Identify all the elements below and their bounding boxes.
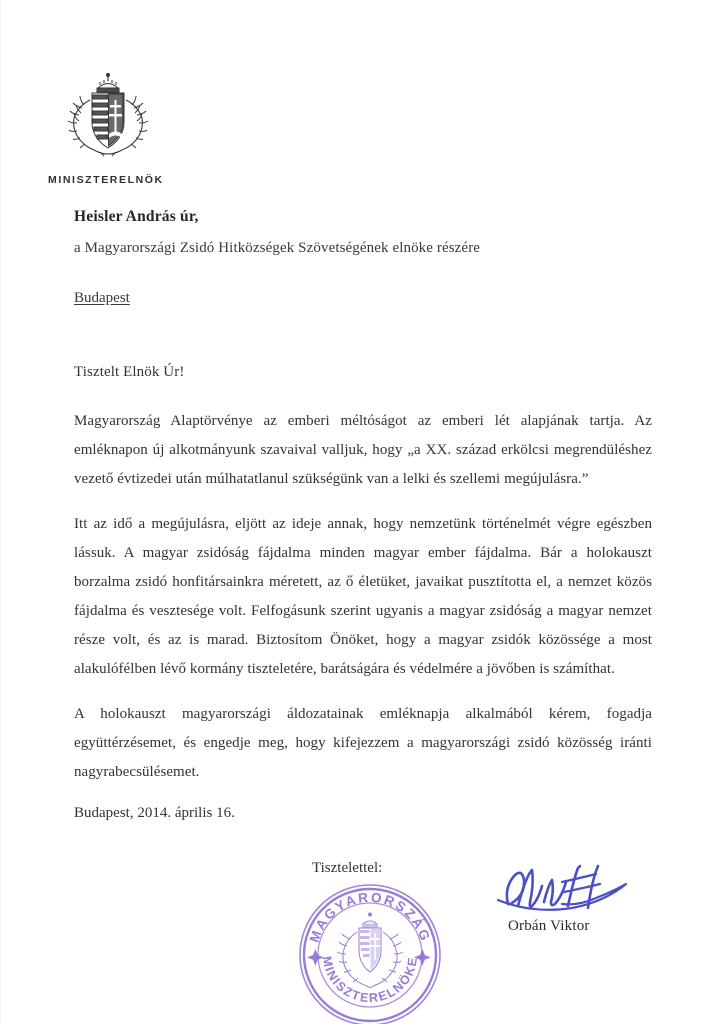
closing-salutation: Tisztelettel: — [312, 860, 383, 876]
body-paragraph: Itt az idő a megújulásra, eljött az ideje annak, hogy nemzetünk történelmét végre egészben lássuk. A magyar zsidóság fájdalma minden magyar ember fájdalma. Bár a holokauszt borzalma zsidó honfitársainkra méretett, az ő életüket, javaikat pusztította el, a nemzet közös fájdalma és vesztesége volt. Felfogásunk szerint ugyanis a magyar zsidóság a magyar nemzet része volt, és az is marad. Biztosítom Önöket, hogy a magyar zsidók közössége a most alakulófélben lévő kormány tiszteletére, barátságára és védelmére a jövőben is számíthat. — [74, 516, 652, 677]
letterhead — [48, 72, 278, 186]
addressee-block — [74, 208, 654, 257]
signer-name: Orbán Viktor — [508, 918, 590, 934]
handwritten-signature-icon — [492, 862, 642, 922]
body-paragraph: Magyarország Alaptörvénye az emberi méltóságot az emberi lét alapjának tartja. Az emléknapon új alkotmányunk szavaival valljuk, hogy „a XX. század erkölcsi megrendüléshez vezető évtizedei után múlhatatlanul szükségünk van a lelki és szellemi megújulásra.” — [74, 413, 652, 487]
body-paragraph: A holokauszt magyarországi áldozatainak emléknapja alkalmából kérem, fogadja együttérzésemet, és engedje meg, hogy kifejezzem a magyarországi zsidó közösség iránti nagyrabecsülésemet. — [74, 706, 652, 780]
stamp-coat-of-arms-icon — [337, 913, 403, 988]
salutation: Tisztelt Elnök Úr! — [74, 364, 185, 380]
hungarian-coat-of-arms-icon — [60, 72, 156, 164]
stamp-text-bottom: MINISZTERELNÖKE — [319, 955, 421, 1006]
addressee-city: Budapest — [74, 290, 130, 306]
addressee-name: Heisler András úr, — [74, 208, 199, 225]
dateline: Budapest, 2014. április 16. — [74, 805, 235, 821]
official-round-seal-icon — [297, 882, 443, 1024]
addressee-role: a Magyarországi Zsidó Hitközségek Szövetségének elnöke részére — [74, 240, 481, 256]
letter-body — [74, 364, 652, 822]
scan-edge-shadow — [0, 0, 3, 1024]
office-label: MINISZTERELNÖK — [48, 174, 164, 186]
stamp-text-top: MAGYARORSZÁG — [306, 889, 434, 945]
